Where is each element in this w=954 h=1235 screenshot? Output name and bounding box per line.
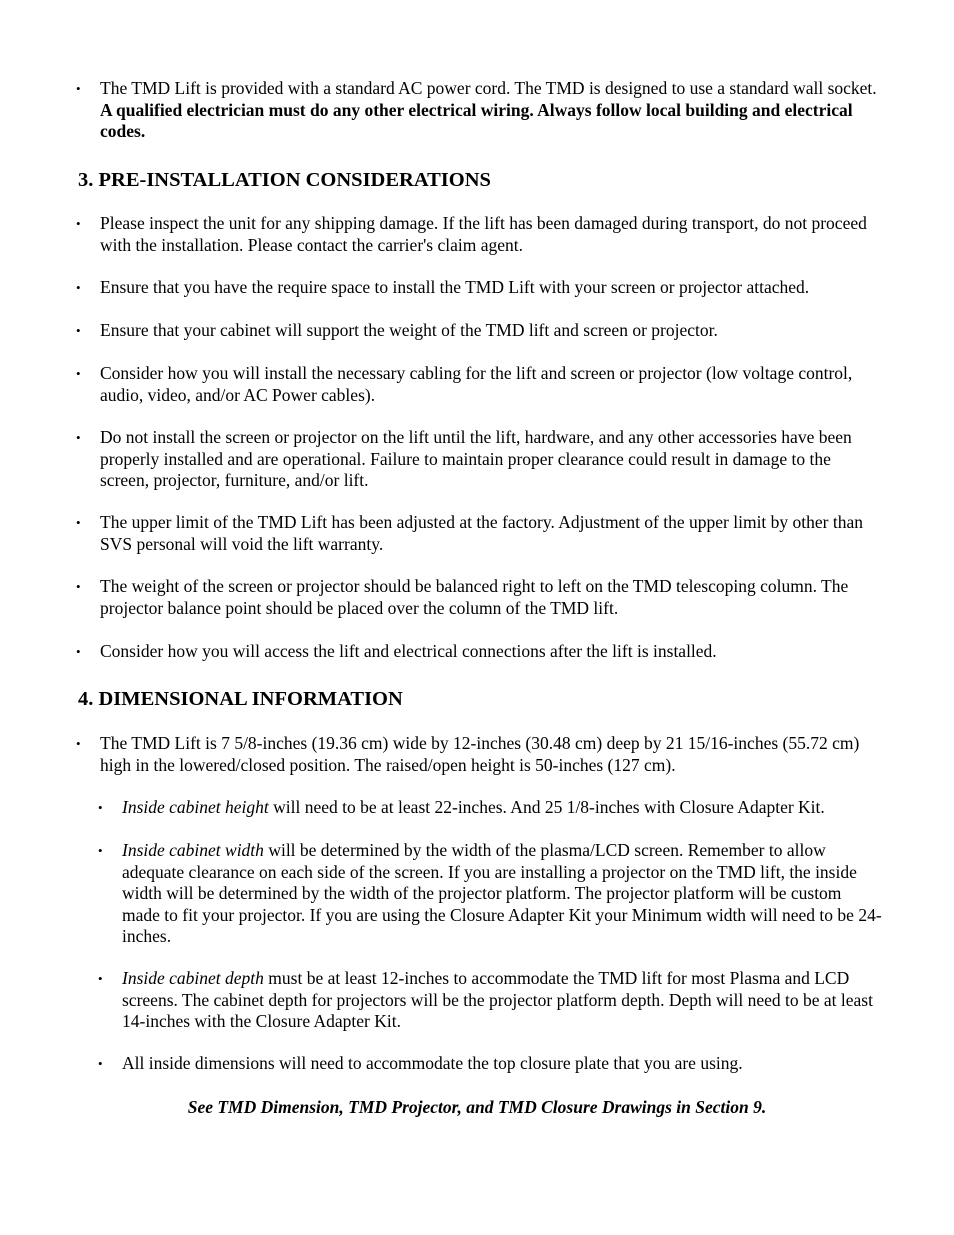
bullet-icon: • <box>98 843 103 858</box>
bullet-icon: • <box>76 579 81 594</box>
bullet-icon: • <box>98 971 103 986</box>
intro-warning: A qualified electrician must do any other electrical wiring. Always follow local building and electrical codes. <box>100 99 853 141</box>
bullet-icon: • <box>76 515 81 530</box>
item-text: The TMD Lift is 7 5/8-inches (19.36 cm) wide by 12-inches (30.48 cm) deep by 21 15/16-inches (55.72 cm) high in the lowered/closed position. The raised/open height is 50-inches (127 cm). <box>100 733 860 775</box>
item-text: Please inspect the unit for any shipping damage. If the lift has been damaged during transport, do not proceed with the installation. Please contact the carrier's claim agent. <box>100 213 867 255</box>
bullet-icon: • <box>76 81 81 96</box>
bullet-icon: • <box>76 736 81 751</box>
section-4-sub-item <box>98 968 882 1033</box>
sub-item-text: All inside dimensions will need to accommodate the top closure plate that you are using. <box>122 1053 743 1073</box>
section-3-item <box>76 363 880 406</box>
drawings-reference-note: See TMD Dimension, TMD Projector, and TMD Closure Drawings in Section 9. <box>187 1097 767 1117</box>
intro-bullet <box>76 78 880 143</box>
sub-item-term: Inside cabinet height <box>122 797 269 817</box>
bullet-icon: • <box>76 280 81 295</box>
sub-item-term: Inside cabinet depth <box>122 968 264 988</box>
sub-item-text: must be at least 12-inches to accommodate the TMD lift for most Plasma and LCD screens. The cabinet depth for projectors will be the projector platform depth. Depth will need to be at least 14-inches with the Closure Adapter Kit. <box>122 968 873 1031</box>
section-4-heading: 4. DIMENSIONAL INFORMATION <box>78 688 403 710</box>
sub-item-text: will need to be at least 22-inches. And 25 1/8-inches with Closure Adapter Kit. <box>268 797 825 817</box>
item-text: Ensure that your cabinet will support the weight of the TMD lift and screen or projector. <box>100 320 718 340</box>
section-4-sub-item <box>98 840 882 948</box>
item-text: Ensure that you have the require space to install the TMD Lift with your screen or projector attached. <box>100 277 810 297</box>
section-3-item <box>76 641 880 663</box>
section-3-item <box>76 576 880 619</box>
section-3-item <box>76 427 880 492</box>
section-3-item <box>76 213 880 256</box>
item-text: Consider how you will install the necessary cabling for the lift and screen or projector (low voltage control, audio, video, and/or AC Power cables). <box>100 363 853 405</box>
intro-text: The TMD Lift is provided with a standard AC power cord. The TMD is designed to use a standard wall socket. <box>100 78 877 98</box>
section-3-heading: 3. PRE-INSTALLATION CONSIDERATIONS <box>78 169 491 191</box>
bullet-icon: • <box>76 216 81 231</box>
section-4-sub-item <box>98 1053 882 1075</box>
item-text: Consider how you will access the lift and electrical connections after the lift is installed. <box>100 641 717 661</box>
section-4-main-item <box>76 733 880 776</box>
bullet-icon: • <box>76 430 81 445</box>
section-3-item <box>76 277 880 299</box>
bullet-icon: • <box>76 366 81 381</box>
item-text: The upper limit of the TMD Lift has been adjusted at the factory. Adjustment of the upper limit by other than SVS personal will void the lift warranty. <box>100 512 864 554</box>
sub-item-text: will be determined by the width of the plasma/LCD screen. Remember to allow adequate clearance on each side of the screen. If you are installing a projector on the TMD lift, the inside width will be determined by the width of the projector platform. The projector platform will be custom made to fit your projector. If you are using the Closure Adapter Kit your Minimum width will need to be 24-inches. <box>122 840 882 946</box>
bullet-icon: • <box>76 323 81 338</box>
item-text: Do not install the screen or projector on the lift until the lift, hardware, and any other accessories have been properly installed and are operational. Failure to maintain proper clearance could result in damage to the screen, projector, furniture, and/or lift. <box>100 427 852 490</box>
bullet-icon: • <box>98 1056 103 1071</box>
section-4-sub-item <box>98 797 882 819</box>
sub-item-term: Inside cabinet width <box>122 840 264 860</box>
bullet-icon: • <box>98 800 103 815</box>
item-text: The weight of the screen or projector should be balanced right to left on the TMD telescoping column. The projector balance point should be placed over the column of the TMD lift. <box>100 576 849 618</box>
bullet-icon: • <box>76 644 81 659</box>
section-3-item <box>76 512 880 555</box>
section-3-item <box>76 320 880 342</box>
